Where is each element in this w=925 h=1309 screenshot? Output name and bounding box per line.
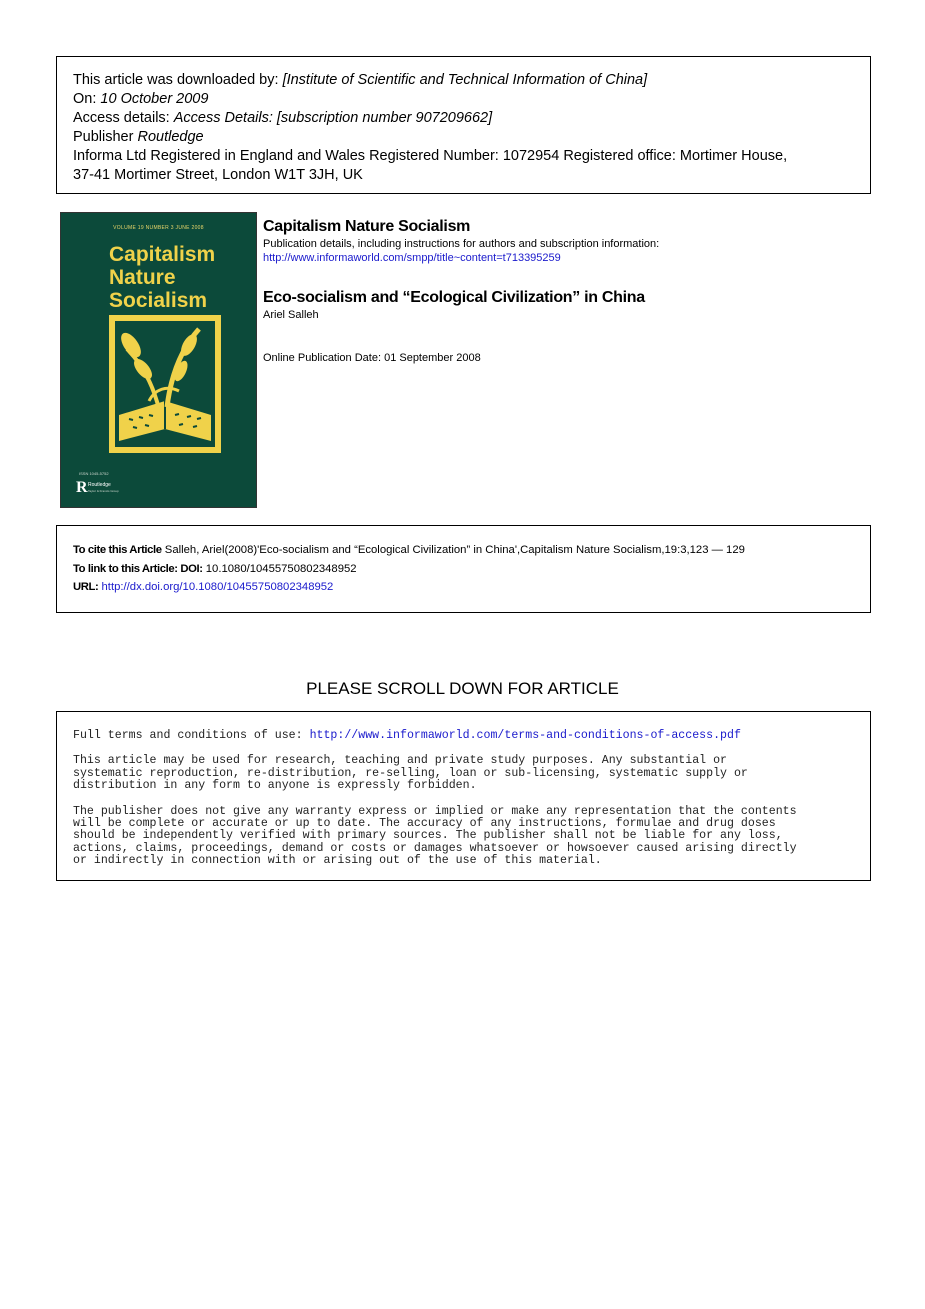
- cover-woodcut-illustration: [109, 315, 221, 453]
- citation-box: [56, 525, 871, 613]
- downloaded-by-label: This article was downloaded by:: [73, 72, 283, 88]
- doi-line: [73, 560, 870, 579]
- access-details-line: [73, 109, 870, 128]
- cover-volume-text: VOLUME 19 NUMBER 3 JUNE 2008: [113, 225, 204, 231]
- journal-publication-details: Publication details, including instructions for authors and subscription information:: [263, 238, 660, 250]
- cover-title-line: Capitalism: [109, 243, 216, 266]
- cover-title: [109, 243, 215, 312]
- downloaded-by-line: [73, 71, 870, 90]
- registered-office-line-1: Informa Ltd Registered in England and Wales Registered Number: 1072954 Registered office: Mortimer House,: [73, 148, 788, 164]
- access-details-value: Access Details: [subscription number 907209662]: [173, 110, 493, 126]
- journal-url-link[interactable]: http://www.informaworld.com/smpp/title~content=t713395259: [263, 252, 561, 264]
- routledge-logo-text: Routledge: [88, 482, 111, 488]
- publication-date: Online Publication Date: 01 September 2008: [263, 352, 481, 364]
- doi-label: To link to this Article: DOI:: [73, 562, 203, 575]
- downloaded-by-value: [Institute of Scientific and Technical Information of China]: [282, 72, 648, 88]
- access-details-label: Access details:: [73, 110, 174, 126]
- cite-text: Salleh, Ariel(2008)'Eco-socialism and “Ecological Civilization” in China',Capitalism Nature Socialism,19:3,123 — 129: [161, 544, 745, 556]
- article-title: Eco-socialism and “Ecological Civilization” in China: [263, 289, 645, 306]
- routledge-logo-mark: R: [76, 479, 88, 496]
- cover-issn: ISSN 1045-5752: [79, 471, 109, 476]
- download-info-box: [56, 56, 871, 194]
- terms-intro-line: [73, 730, 870, 742]
- registered-office-line-2: 37-41 Mortimer Street, London W1T 3JH, UK: [73, 167, 363, 183]
- terms-box: [56, 711, 871, 881]
- publisher-label: Publisher: [73, 129, 138, 145]
- scroll-notice: PLEASE SCROLL DOWN FOR ARTICLE: [306, 679, 619, 698]
- cover-title-line: Nature: [109, 266, 176, 289]
- url-line: [73, 578, 870, 597]
- download-date-line: [73, 90, 870, 109]
- terms-paragraph-usage: This article may be used for research, teaching and private study purposes. Any substantial or systematic reproduction, re-distribution, re-selling, loan or sub-licensing, systematic supply or distribution in any form to anyone is expressly forbidden.: [73, 754, 748, 793]
- doi-url-link[interactable]: http://dx.doi.org/10.1080/10455750802348952: [98, 581, 334, 593]
- publisher-line: [73, 128, 870, 147]
- routledge-logo-subtext: Taylor & Francis Group: [88, 489, 119, 493]
- journal-title: Capitalism Nature Socialism: [263, 218, 471, 235]
- routledge-logo: [76, 479, 119, 497]
- journal-cover-image: [60, 212, 257, 508]
- doi-value: 10.1080/10455750802348952: [202, 562, 357, 575]
- cite-line: [73, 541, 870, 560]
- cover-title-line: Socialism: [109, 289, 208, 312]
- article-author: Ariel Salleh: [263, 309, 319, 321]
- url-label: URL:: [73, 581, 99, 593]
- terms-intro: Full terms and conditions of use:: [73, 729, 310, 742]
- cite-label: To cite this Article: [73, 544, 162, 556]
- publisher-value: Routledge: [137, 129, 204, 145]
- terms-url-link[interactable]: http://www.informaworld.com/terms-and-conditions-of-access.pdf: [309, 729, 741, 742]
- download-date-label: On:: [73, 91, 101, 107]
- download-date-value: 10 October 2009: [100, 91, 209, 107]
- terms-paragraph-disclaimer: The publisher does not give any warranty express or implied or make any representation that the contents will be complete or accurate or up to date. The accuracy of any instructions, formulae and drug doses should be independently verified with primary sources. The publisher shall not be liable for any loss, actions, claims, proceedings, demand or costs or damages whatsoever or howsoever caused arising directly or indirectly in connection with or arising out of the use of this material.: [73, 804, 797, 868]
